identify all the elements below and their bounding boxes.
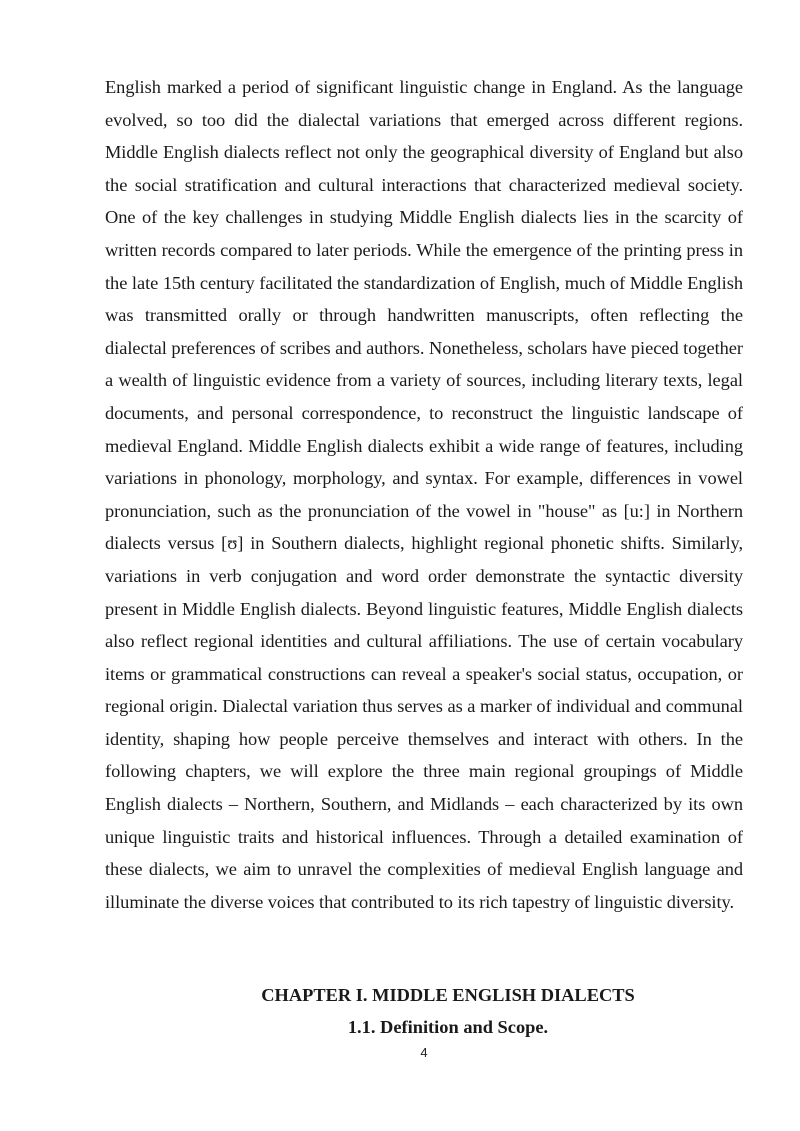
- chapter-heading: CHAPTER I. MIDDLE ENGLISH DIALECTS: [261, 985, 635, 1005]
- page-number: 4: [420, 1045, 428, 1060]
- body-paragraph: English marked a period of significant linguistic change in England. As the language evolved, so too did the dialectal variations that emerged across different regions. Middle English dialects reflect not only the geographical diversity of England but also the social stratification and cultural interactions that characterized medieval society. One of the key challenges in studying Middle English dialects lies in the scarcity of written records compared to later periods. While the emergence of the printing press in the late 15th century facilitated the standardization of English, much of Middle English was transmitted orally or through handwritten manuscripts, often reflecting the dialectal preferences of scribes and authors. Nonetheless, scholars have pieced together a wealth of linguistic evidence from a variety of sources, including literary texts, legal documents, and personal correspondence, to reconstruct the linguistic landscape of medieval England. Middle English dialects exhibit a wide range of features, including variations in phonology, morphology, and syntax. For example, differences in vowel pronunciation, such as the pronunciation of the vowel in "house" as [u:] in Northern dialects versus [ʊ] in Southern dialects, highlight regional phonetic shifts. Similarly, variations in verb conjugation and word order demonstrate the syntactic diversity present in Middle English dialects. Beyond linguistic features, Middle English dialects also reflect regional identities and cultural affiliations. The use of certain vocabulary items or grammatical constructions can reveal a speaker's social status, occupation, or regional origin. Dialectal variation thus serves as a marker of individual and communal identity, shaping how people perceive themselves and interact with others. In the following chapters, we will explore the three main regional groupings of Middle English dialects – Northern, Southern, and Midlands – each characterized by its own unique linguistic traits and historical influences. Through a detailed examination of these dialects, we aim to unravel the complexities of medieval English language and illuminate the diverse voices that contributed to its rich tapestry of linguistic diversity.: [105, 77, 743, 912]
- section-heading: 1.1. Definition and Scope.: [347, 1017, 549, 1037]
